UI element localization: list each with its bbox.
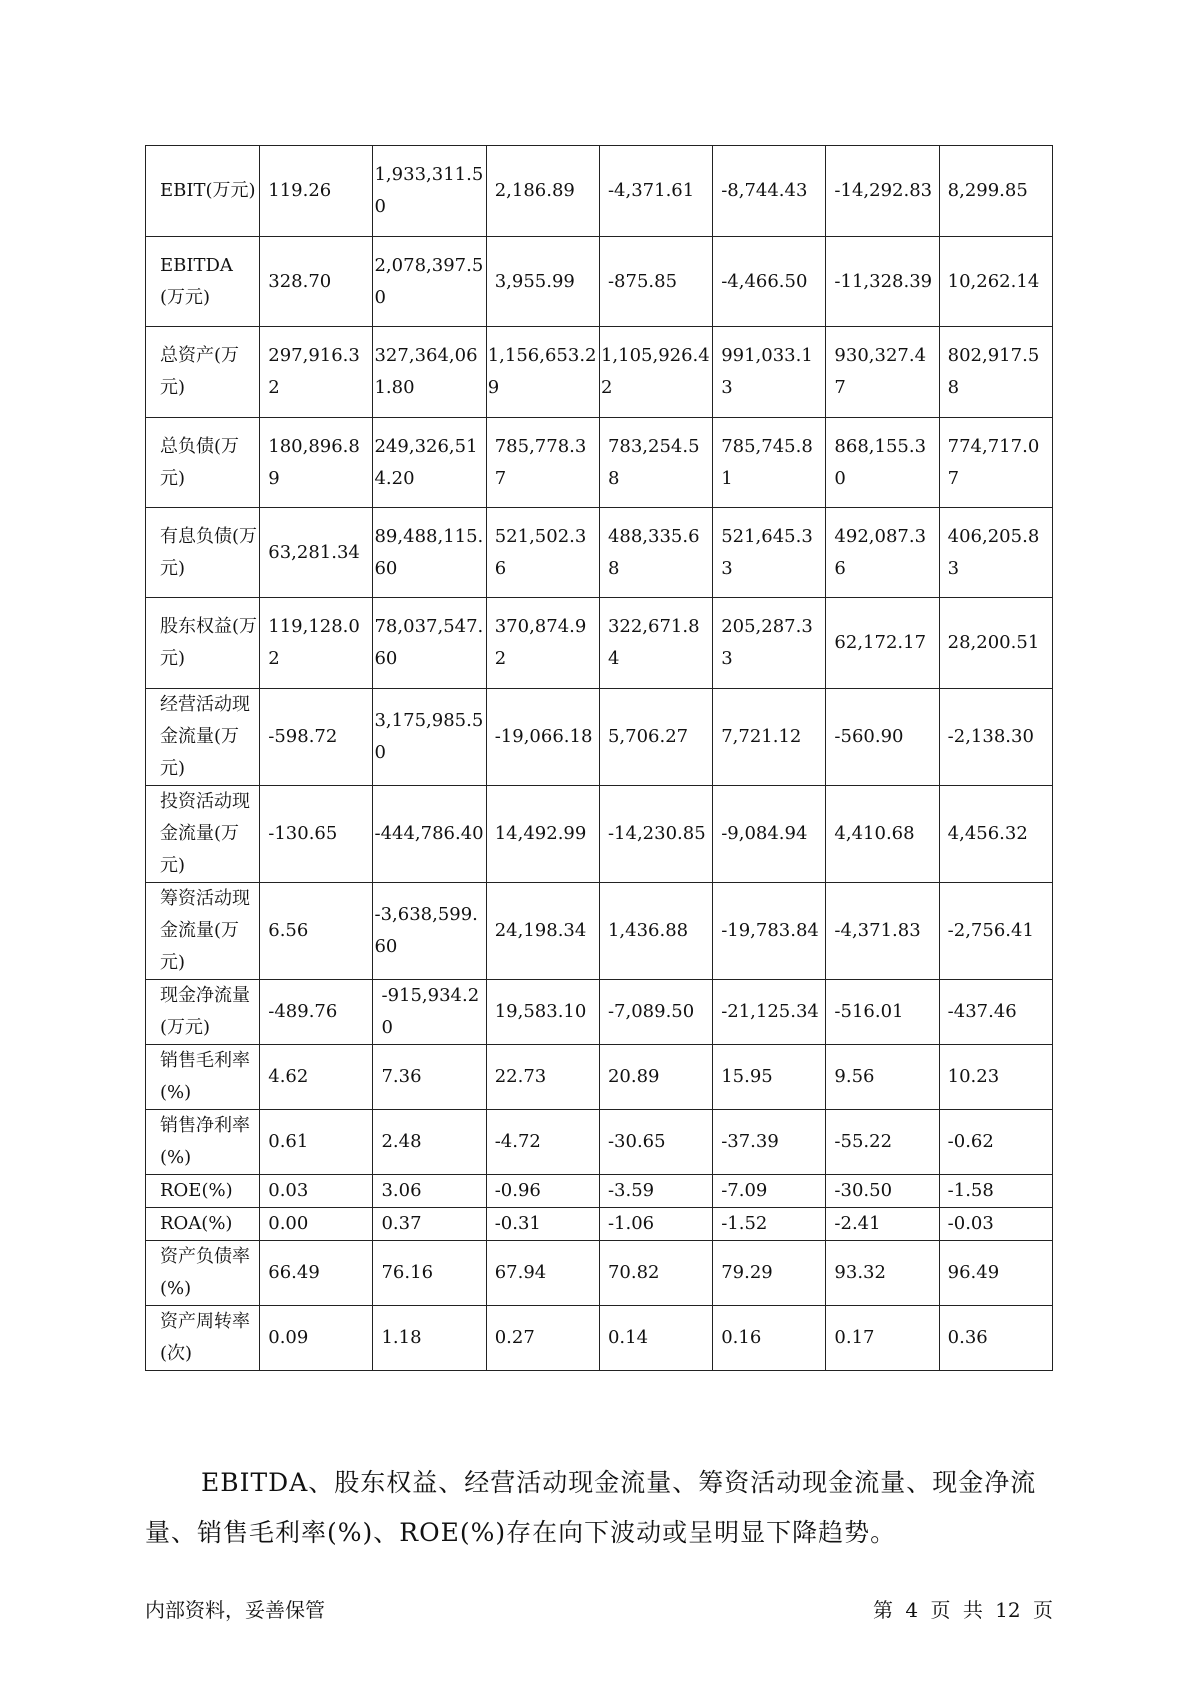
financial-table-body <box>146 146 1053 1371</box>
table-cell: -437.46 <box>939 980 1052 1045</box>
row-label <box>146 1045 260 1110</box>
table-cell: 2.48 <box>373 1110 486 1175</box>
table-cell: 3.06 <box>373 1175 486 1208</box>
row-label-text: ROA(%) <box>160 1213 233 1234</box>
table-cell: -37.39 <box>713 1110 826 1175</box>
table-cell: 4,456.32 <box>939 786 1052 883</box>
table-cell: 3,955.99 <box>486 237 599 327</box>
table-cell: -30.65 <box>599 1110 712 1175</box>
table-cell: 488,335.68 <box>599 508 712 598</box>
table-cell: 15.95 <box>713 1045 826 1110</box>
table-cell: 24,198.34 <box>486 883 599 980</box>
row-label <box>146 689 260 786</box>
table-cell: -516.01 <box>826 980 939 1045</box>
table-cell: 78,037,547.60 <box>373 598 486 689</box>
table-cell: 205,287.33 <box>713 598 826 689</box>
row-label-text: 经营活动现金流量(万元) <box>160 694 250 779</box>
table-cell: 6.56 <box>260 883 373 980</box>
table-cell: -1.58 <box>939 1175 1052 1208</box>
table-cell: 1,105,926.42 <box>599 327 712 418</box>
table-cell: 66.49 <box>260 1241 373 1306</box>
footer-page-number: 第 4 页 共 12 页 <box>873 1598 1053 1622</box>
table-cell: 3,175,985.50 <box>373 689 486 786</box>
table-cell: 930,327.47 <box>826 327 939 418</box>
table-cell: 0.00 <box>260 1208 373 1241</box>
table-cell: 5,706.27 <box>599 689 712 786</box>
row-label <box>146 418 260 508</box>
table-cell: 0.16 <box>713 1306 826 1371</box>
row-label-text: 筹资活动现金流量(万元) <box>160 888 250 973</box>
table-cell: 492,087.36 <box>826 508 939 598</box>
table-cell: -489.76 <box>260 980 373 1045</box>
row-label <box>146 883 260 980</box>
table-cell: 0.37 <box>373 1208 486 1241</box>
table-cell: 249,326,514.20 <box>373 418 486 508</box>
table-cell: 22.73 <box>486 1045 599 1110</box>
table-cell: 96.49 <box>939 1241 1052 1306</box>
row-label-text: 总资产(万元) <box>160 345 240 398</box>
table-cell: 4,410.68 <box>826 786 939 883</box>
table-cell: 19,583.10 <box>486 980 599 1045</box>
table-cell: 119.26 <box>260 146 373 237</box>
table-cell: -2.41 <box>826 1208 939 1241</box>
table-cell: 7.36 <box>373 1045 486 1110</box>
table-cell: 406,205.83 <box>939 508 1052 598</box>
table-cell: 1.18 <box>373 1306 486 1371</box>
table-cell: 10,262.14 <box>939 237 1052 327</box>
table-cell: -0.96 <box>486 1175 599 1208</box>
table-cell: -9,084.94 <box>713 786 826 883</box>
footer-confidential-note: 内部资料，妥善保管 <box>145 1598 325 1622</box>
table-cell: 119,128.02 <box>260 598 373 689</box>
table-cell: 521,502.36 <box>486 508 599 598</box>
table-cell: -55.22 <box>826 1110 939 1175</box>
table-cell: 802,917.58 <box>939 327 1052 418</box>
table-cell: 93.32 <box>826 1241 939 1306</box>
table-cell: -4,466.50 <box>713 237 826 327</box>
table-cell: 10.23 <box>939 1045 1052 1110</box>
table-row <box>146 1175 1053 1208</box>
row-label-text: EBITDA(万元) <box>160 254 233 308</box>
row-label <box>146 146 260 237</box>
table-cell: -1.52 <box>713 1208 826 1241</box>
table-cell: -0.03 <box>939 1208 1052 1241</box>
table-cell: 785,745.81 <box>713 418 826 508</box>
row-label-text: 资产负债率(%) <box>160 1246 250 1299</box>
row-label-text: 现金净流量(万元) <box>160 985 250 1038</box>
table-cell: 14,492.99 <box>486 786 599 883</box>
table-cell: -2,138.30 <box>939 689 1052 786</box>
table-row <box>146 689 1053 786</box>
table-row <box>146 598 1053 689</box>
table-row <box>146 327 1053 418</box>
row-label <box>146 508 260 598</box>
table-cell: 62,172.17 <box>826 598 939 689</box>
table-row <box>146 786 1053 883</box>
table-cell: 297,916.32 <box>260 327 373 418</box>
table-cell: 868,155.30 <box>826 418 939 508</box>
table-cell: 2,078,397.50 <box>373 237 486 327</box>
table-cell: 0.61 <box>260 1110 373 1175</box>
table-cell: 521,645.33 <box>713 508 826 598</box>
table-cell: 991,033.13 <box>713 327 826 418</box>
table-cell: 774,717.07 <box>939 418 1052 508</box>
table-cell: 0.09 <box>260 1306 373 1371</box>
row-label-text: 股东权益(万元) <box>160 616 258 669</box>
table-cell: 76.16 <box>373 1241 486 1306</box>
table-cell: 0.27 <box>486 1306 599 1371</box>
table-cell: -21,125.34 <box>713 980 826 1045</box>
table-cell: 0.14 <box>599 1306 712 1371</box>
table-cell: 1,156,653.29 <box>486 327 599 418</box>
table-cell: -14,292.83 <box>826 146 939 237</box>
table-cell: 70.82 <box>599 1241 712 1306</box>
table-cell: -8,744.43 <box>713 146 826 237</box>
table-cell: 2,186.89 <box>486 146 599 237</box>
table-cell: 322,671.84 <box>599 598 712 689</box>
table-cell: 63,281.34 <box>260 508 373 598</box>
table-cell: -2,756.41 <box>939 883 1052 980</box>
table-cell: 79.29 <box>713 1241 826 1306</box>
table-row <box>146 1045 1053 1110</box>
row-label <box>146 598 260 689</box>
table-cell: -3.59 <box>599 1175 712 1208</box>
table-cell: 327,364,061.80 <box>373 327 486 418</box>
table-cell: -30.50 <box>826 1175 939 1208</box>
table-row <box>146 146 1053 237</box>
row-label <box>146 1306 260 1371</box>
table-cell: -19,066.18 <box>486 689 599 786</box>
table-cell: 1,933,311.50 <box>373 146 486 237</box>
table-row <box>146 883 1053 980</box>
table-row <box>146 1110 1053 1175</box>
table-row <box>146 1208 1053 1241</box>
table-cell: 328.70 <box>260 237 373 327</box>
table-cell: 180,896.89 <box>260 418 373 508</box>
table-cell: -4,371.61 <box>599 146 712 237</box>
table-cell: 783,254.58 <box>599 418 712 508</box>
table-cell: -1.06 <box>599 1208 712 1241</box>
table-cell: -130.65 <box>260 786 373 883</box>
table-cell: -4.72 <box>486 1110 599 1175</box>
table-cell: 0.17 <box>826 1306 939 1371</box>
row-label-text: ROE(%) <box>160 1180 233 1201</box>
row-label <box>146 1175 260 1208</box>
table-cell: 1,436.88 <box>599 883 712 980</box>
row-label-text: 销售净利率(%) <box>160 1115 250 1168</box>
table-cell: 67.94 <box>486 1241 599 1306</box>
row-label-text: 投资活动现金流量(万元) <box>160 791 250 876</box>
table-cell: 8,299.85 <box>939 146 1052 237</box>
row-label <box>146 1241 260 1306</box>
row-label <box>146 1110 260 1175</box>
row-label <box>146 237 260 327</box>
table-cell: -0.31 <box>486 1208 599 1241</box>
table-cell: -915,934.20 <box>373 980 486 1045</box>
table-cell: -7.09 <box>713 1175 826 1208</box>
table-cell: -3,638,599.60 <box>373 883 486 980</box>
table-cell: 20.89 <box>599 1045 712 1110</box>
table-row <box>146 980 1053 1045</box>
table-cell: -14,230.85 <box>599 786 712 883</box>
row-label <box>146 1208 260 1241</box>
table-row <box>146 237 1053 327</box>
row-label <box>146 327 260 418</box>
table-cell: -444,786.40 <box>373 786 486 883</box>
summary-paragraph: EBITDA、股东权益、经营活动现金流量、筹资活动现金流量、现金净流量、销售毛利率(%)、ROE(%)存在向下波动或呈明显下降趋势。 <box>145 1468 1037 1547</box>
table-cell: 0.36 <box>939 1306 1052 1371</box>
table-cell: -4,371.83 <box>826 883 939 980</box>
table-cell: -7,089.50 <box>599 980 712 1045</box>
table-cell: -19,783.84 <box>713 883 826 980</box>
row-label-text: 销售毛利率(%) <box>160 1050 250 1103</box>
table-row <box>146 1241 1053 1306</box>
row-label-text: 总负债(万元) <box>160 435 240 489</box>
table-cell: 7,721.12 <box>713 689 826 786</box>
table-cell: 28,200.51 <box>939 598 1052 689</box>
financial-table <box>145 145 1053 1371</box>
row-label <box>146 786 260 883</box>
table-cell: 785,778.37 <box>486 418 599 508</box>
table-row <box>146 508 1053 598</box>
table-cell: 4.62 <box>260 1045 373 1110</box>
table-row <box>146 1306 1053 1371</box>
table-cell: -11,328.39 <box>826 237 939 327</box>
table-cell: -0.62 <box>939 1110 1052 1175</box>
table-cell: -560.90 <box>826 689 939 786</box>
table-cell: 0.03 <box>260 1175 373 1208</box>
row-label-text: 有息负债(万元) <box>160 525 258 579</box>
table-cell: -875.85 <box>599 237 712 327</box>
table-cell: 89,488,115.60 <box>373 508 486 598</box>
table-row <box>146 418 1053 508</box>
row-label-text: 资产周转率(次) <box>160 1311 250 1364</box>
table-cell: -598.72 <box>260 689 373 786</box>
table-cell: 370,874.92 <box>486 598 599 689</box>
row-label-text: EBIT(万元) <box>160 180 256 201</box>
row-label <box>146 980 260 1045</box>
table-cell: 9.56 <box>826 1045 939 1110</box>
